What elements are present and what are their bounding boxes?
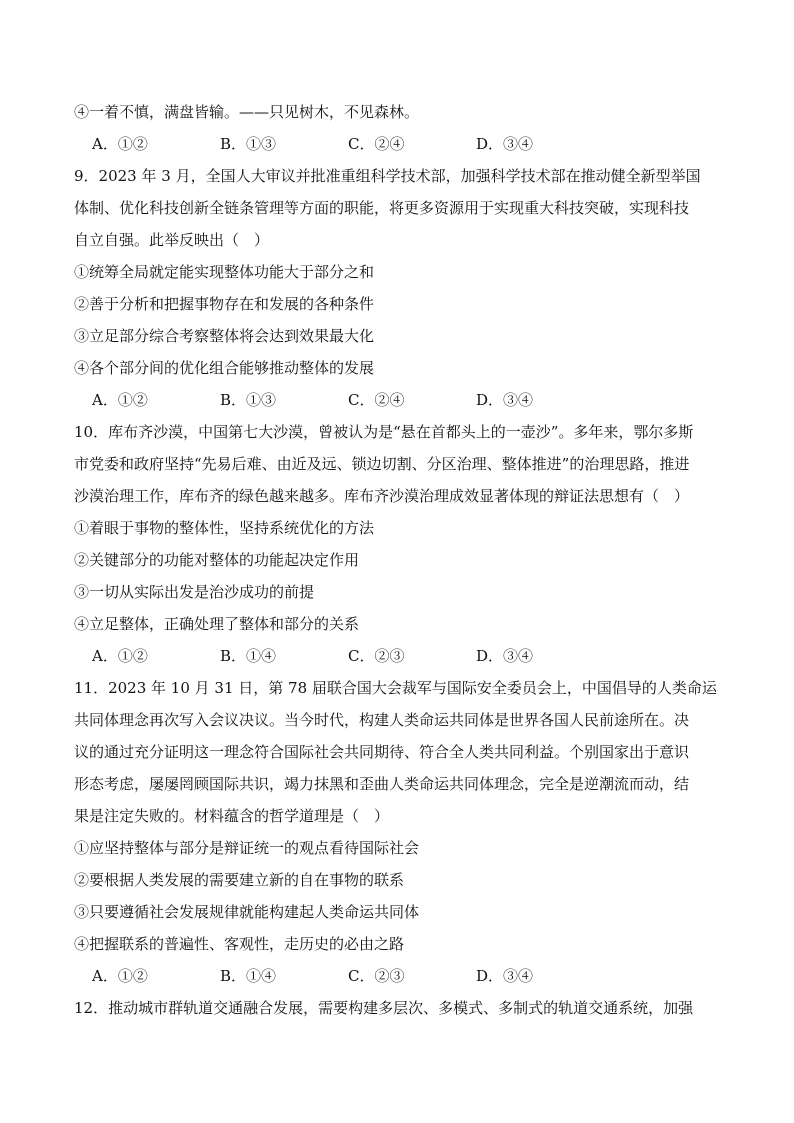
option-a: A．①② [92,135,148,153]
question-8-fragment [74,96,724,160]
question-9 [74,160,724,416]
answer-options [74,640,724,672]
option-c: C．②④ [348,391,405,409]
question-stem: 10．库布齐沙漠，中国第七大沙漠，曾被认为是“悬在首都头上的一壶沙”。多年来，鄂尔多斯 [74,423,694,441]
answer-options [74,128,724,160]
statement: ①应坚持整体与部分是辩证统一的观点看待国际社会 [74,839,420,857]
question-stem: 果是注定失败的。材料蕴含的哲学道理是（ ） [74,807,390,825]
option-b: B．①③ [220,391,277,409]
statement: ③立足部分综合考察整体将会达到效果最大化 [74,327,375,345]
option-d: D．③④ [476,647,534,665]
question-stem: 市党委和政府坚持“先易后难、由近及远、锁边切割、分区治理、整体推进”的治理思路，推进 [74,455,690,473]
statement: ④把握联系的普遍性、客观性，走历史的必由之路 [74,935,405,953]
statement: ①统筹全局就定能实现整体功能大于部分之和 [74,263,375,281]
option-a: A．①② [92,967,148,985]
option-c: C．②④ [348,135,405,153]
option-b: B．①④ [220,647,277,665]
statement: ④立足整体，正确处理了整体和部分的关系 [74,615,360,633]
option-c: C．②③ [348,647,405,665]
question-stem: 体制、优化科技创新全链条管理等方面的职能，将更多资源用于实现重大科技突破，实现科技 [74,199,690,217]
question-stem: 12．推动城市群轨道交通融合发展，需要构建多层次、多模式、多制式的轨道交通系统，加强 [74,999,694,1017]
statement: ④各个部分间的优化组合能够推动整体的发展 [74,359,375,377]
statement: ④一着不慎，满盘皆输。——只见树木，不见森林。 [74,103,420,121]
option-d: D．③④ [476,391,534,409]
statement: ②关键部分的功能对整体的功能起决定作用 [74,551,360,569]
question-stem: 沙漠治理工作，库布齐的绿色越来越多。库布齐沙漠治理成效显著体现的辩证法思想有（ ） [74,487,690,505]
option-d: D．③④ [476,135,534,153]
question-stem: 自立自强。此举反映出（ ） [74,231,270,249]
answer-options [74,960,724,992]
statement: ②要根据人类发展的需要建立新的自在事物的联系 [74,871,405,889]
option-c: C．②③ [348,967,405,985]
question-stem: 11．2023 年 10 月 31 日，第 78 届联合国大会裁军与国际安全委员会上，中国倡导的人类命运 [74,679,717,697]
statement: ②善于分析和把握事物存在和发展的各种条件 [74,295,375,313]
statement: ③只要遵循社会发展规律就能构建起人类命运共同体 [74,903,420,921]
option-d: D．③④ [476,967,534,985]
option-a: A．①② [92,391,148,409]
option-b: B．①③ [220,135,277,153]
question-10 [74,416,724,672]
statement: ①着眼于事物的整体性，坚持系统优化的方法 [74,519,375,537]
question-12-fragment [74,992,724,1024]
question-stem: 形态考虑，屡屡罔顾国际共识，竭力抹黑和歪曲人类命运共同体理念，完全是逆潮流而动，结 [74,775,690,793]
answer-options [74,384,724,416]
question-stem: 议的通过充分证明这一理念符合国际社会共同期待、符合全人类共同利益。个别国家出于意识 [74,743,690,761]
document-page [74,96,724,1024]
question-11 [74,672,724,992]
option-b: B．①④ [220,967,277,985]
question-stem: 共同体理念再次写入会议决议。当今时代，构建人类命运共同体是世界各国人民前途所在。决 [74,711,690,729]
question-stem: 9．2023 年 3 月，全国人大审议并批准重组科学技术部，加强科学技术部在推动健全新型举国 [74,167,701,185]
option-a: A．①② [92,647,148,665]
statement: ③一切从实际出发是治沙成功的前提 [74,583,315,601]
